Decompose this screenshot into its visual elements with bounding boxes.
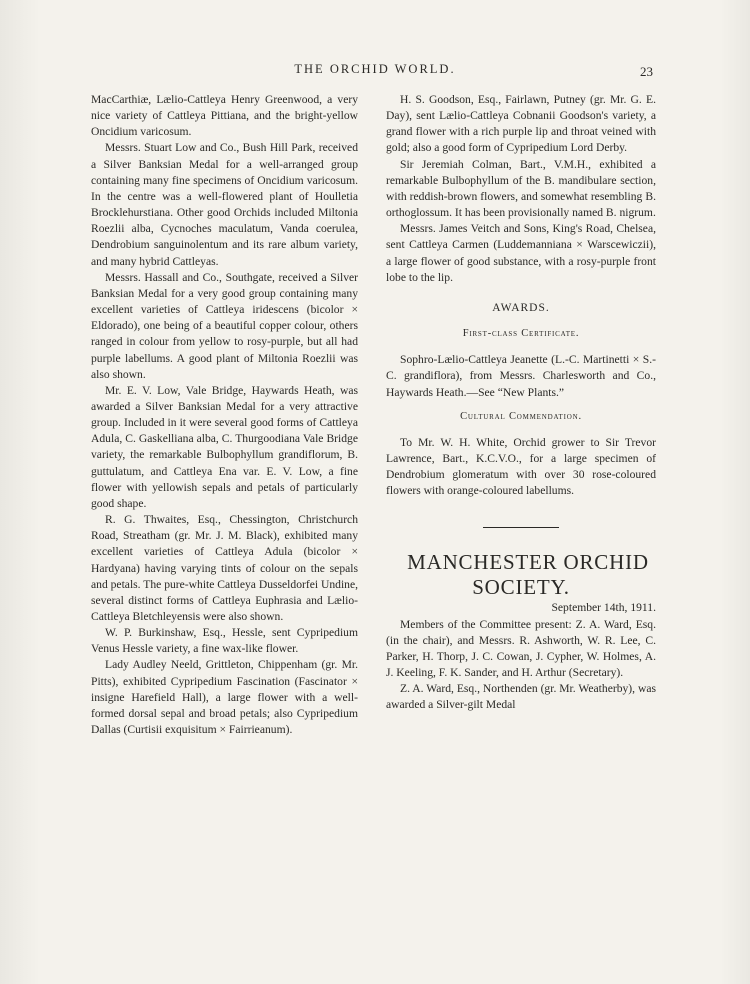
running-title: THE ORCHID WORLD.	[294, 62, 456, 76]
paragraph: Sir Jeremiah Colman, Bart., V.M.H., exhibited a remarkable Bulbophyllum of the B. mandibulare section, with reddish-brown flowers, and somewhat resembling B. orthoglossum. It has been provisionally named B. nigrum.	[386, 157, 656, 220]
paragraph: Lady Audley Neeld, Grittleton, Chippenham (gr. Mr. Pitts), exhibited Cypripedium Fascination (Fascinator × insigne Harefield Hall), a large flower with a well-formed dorsal sepal and broad petals; also Cypripedium Dallas (Curtisii exquisitum × Fairrieanum).	[91, 658, 358, 737]
right-column	[386, 92, 656, 714]
section-divider	[483, 527, 559, 528]
cultural-commendation-heading: Cultural Commendation.	[460, 410, 582, 422]
paragraph: Messrs. Hassall and Co., Southgate, received a Silver Banksian Medal for a very good group containing many excellent varieties of Cattleya iridescens (bicolor × Eldorado), one being of a beautiful copper colour, others ranged in colour from yellow to rosy-purple, but all had purple labellums. A good plant of Miltonia Roezlii was also shown.	[91, 270, 358, 381]
meeting-date: September 14th, 1911.	[551, 601, 656, 615]
awards-heading: AWARDS.	[492, 301, 550, 314]
society-title: MANCHESTER ORCHID SOCIETY.	[407, 550, 649, 600]
paragraph: W. P. Burkinshaw, Esq., Hessle, sent Cypripedium Venus Hessle variety, a fine wax-like flower.	[91, 626, 358, 656]
left-column	[91, 92, 358, 738]
first-class-certificate-heading: First-class Certificate.	[462, 328, 580, 340]
paragraph: Messrs. James Veitch and Sons, King's Road, Chelsea, sent Cattleya Carmen (Luddemanniana × Warscewiczii), a large flower of good substance, with a rosy-purple front lobe to the lip.	[386, 222, 656, 284]
paragraph: Members of the Committee present: Z. A. Ward, Esq. (in the chair), and Messrs. R. Ashworth, W. R. Lee, C. Parker, H. Thorp, J. C. Cowan, J. Cypher, W. Holmes, A. J. Keeling, F. K. Sander, and H. Arthur (Secretary).	[386, 617, 656, 680]
paragraph: To Mr. W. H. White, Orchid grower to Sir Trevor Lawrence, Bart., K.C.V.O., for a large specimen of Dendrobium glomeratum with over 30 rose-coloured flowers with orange-coloured labellums.	[386, 435, 656, 498]
paragraph: Sophro-Lælio-Cattleya Jeanette (L.-C. Martinetti × S.-C. grandiflora), from Messrs. Charlesworth and Co., Haywards Heath.—See “New Plants.”	[386, 353, 656, 399]
page-number: 23	[640, 64, 653, 79]
paragraph: Mr. E. V. Low, Vale Bridge, Haywards Heath, was awarded a Silver Banksian Medal for a very attractive group. Included in it were several good forms of Cattleya Adula, C. Gaskelliana alba, C. Thurgoodiana Vale Bridge variety, the remarkable Bulbophyllum grandiflorum, B. guttulatum, and Cattleya Ena var. E. V. Low, a fine flower with yellowish sepals and petals of particularly good shape.	[91, 383, 358, 510]
paragraph: H. S. Goodson, Esq., Fairlawn, Putney (gr. Mr. G. E. Day), sent Lælio-Cattleya Cobnanii Goodson's variety, a grand flower with a rich purple lip and throat veined with gold; also a good form of Cypripedium Lord Derby.	[386, 93, 656, 155]
paragraph: MacCarthiæ, Lælio-Cattleya Henry Greenwood, a very nice variety of Cattleya Pittiana, and the bright-yellow Oncidium varicosum.	[91, 93, 358, 139]
paragraph: Z. A. Ward, Esq., Northenden (gr. Mr. Weatherby), was awarded a Silver-gilt Medal	[386, 682, 656, 712]
paragraph: R. G. Thwaites, Esq., Chessington, Christchurch Road, Streatham (gr. Mr. J. M. Black), exhibited many excellent varieties of Cattleya Adula (bicolor × Hardyana) having varying tints of colour on the sepals and petals. The pure-white Cattleya Dusseldorfei Undine, several distinct forms of Cattleya Euphrasia and Lælio-Cattleya Bletchleyensis were also shown.	[91, 513, 359, 623]
paragraph: Messrs. Stuart Low and Co., Bush Hill Park, received a Silver Banksian Medal for a well-arranged group containing many fine specimens of Oncidium varicosum. In the centre was a well-flowered plant of Houlletia Brocklehurstiana. Other good Orchids included Miltonia Roezlii alba, Cycnoches maculatum, Vanda coerulea, Dendrobium sanguinolentum and its rare album variety, and many hybrid Cattleyas.	[91, 141, 358, 268]
